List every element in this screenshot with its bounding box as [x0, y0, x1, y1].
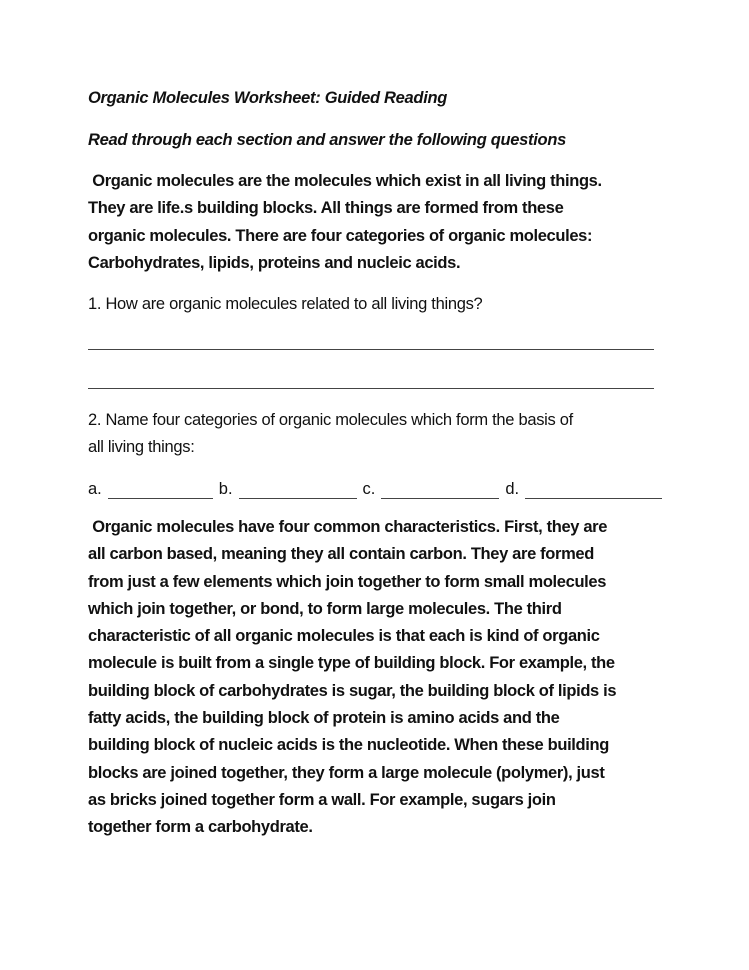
question-2 — [88, 407, 573, 462]
worksheet-instructions: Read through each section and answer the following questions — [88, 131, 566, 149]
paragraph-line: Carbohydrates, lipids, proteins and nucleic acids. — [88, 253, 461, 272]
paragraph-line: from just a few elements which join together to form small molecules — [88, 572, 607, 591]
paragraph-line: blocks are joined together, they form a large molecule (polymer), just — [88, 763, 605, 782]
choice-a-blank[interactable] — [108, 482, 213, 499]
choice-a — [88, 479, 219, 499]
choice-label: a. — [88, 480, 102, 498]
choice-label: c. — [362, 480, 376, 498]
choice-label: b. — [218, 480, 233, 498]
question-1-answer-line-1[interactable] — [88, 349, 654, 350]
paragraph-line: as bricks joined together form a wall. For example, sugars join — [88, 790, 556, 809]
intro-paragraph — [88, 168, 663, 277]
paragraph-line: characteristic of all organic molecules is that each is kind of organic — [88, 627, 600, 646]
choice-c — [363, 479, 506, 499]
worksheet-title: Organic Molecules Worksheet: Guided Reading — [88, 89, 448, 107]
paragraph-line: Organic molecules are the molecules which exist in all living things. — [88, 172, 602, 190]
choice-b — [219, 479, 363, 499]
characteristics-paragraph — [88, 514, 663, 842]
paragraph-line: all carbon based, meaning they all contain carbon. They are formed — [88, 545, 594, 564]
question-text: all living things: — [88, 438, 195, 457]
paragraph-line: They are life.s building blocks. All things are formed from these — [88, 199, 564, 218]
choice-b-blank[interactable] — [239, 482, 357, 499]
question-1 — [88, 291, 482, 318]
paragraph-line: organic molecules. There are four categories of organic molecules: — [88, 226, 593, 245]
choice-d-blank[interactable] — [525, 482, 662, 499]
paragraph-line: building block of carbohydrates is sugar, the building block of lipids is — [88, 681, 617, 700]
question-2-choices — [88, 479, 654, 499]
choice-d — [505, 479, 662, 499]
paragraph-line: which join together, or bond, to form large molecules. The third — [88, 599, 562, 618]
paragraph-line: fatty acids, the building block of protein is amino acids and the — [88, 709, 560, 728]
question-1-answer-line-2[interactable] — [88, 388, 654, 389]
question-text: 1. How are organic molecules related to all living things? — [88, 295, 483, 313]
paragraph-line: Organic molecules have four common characteristics. First, they are — [88, 518, 608, 536]
paragraph-line: molecule is built from a single type of building block. For example, the — [88, 654, 615, 673]
question-text: 2. Name four categories of organic molecules which form the basis of — [88, 411, 573, 429]
paragraph-line: building block of nucleic acids is the nucleotide. When these building — [88, 736, 609, 755]
choice-c-blank[interactable] — [381, 482, 499, 499]
choice-label: d. — [505, 480, 520, 498]
paragraph-line: together form a carbohydrate. — [88, 818, 313, 837]
